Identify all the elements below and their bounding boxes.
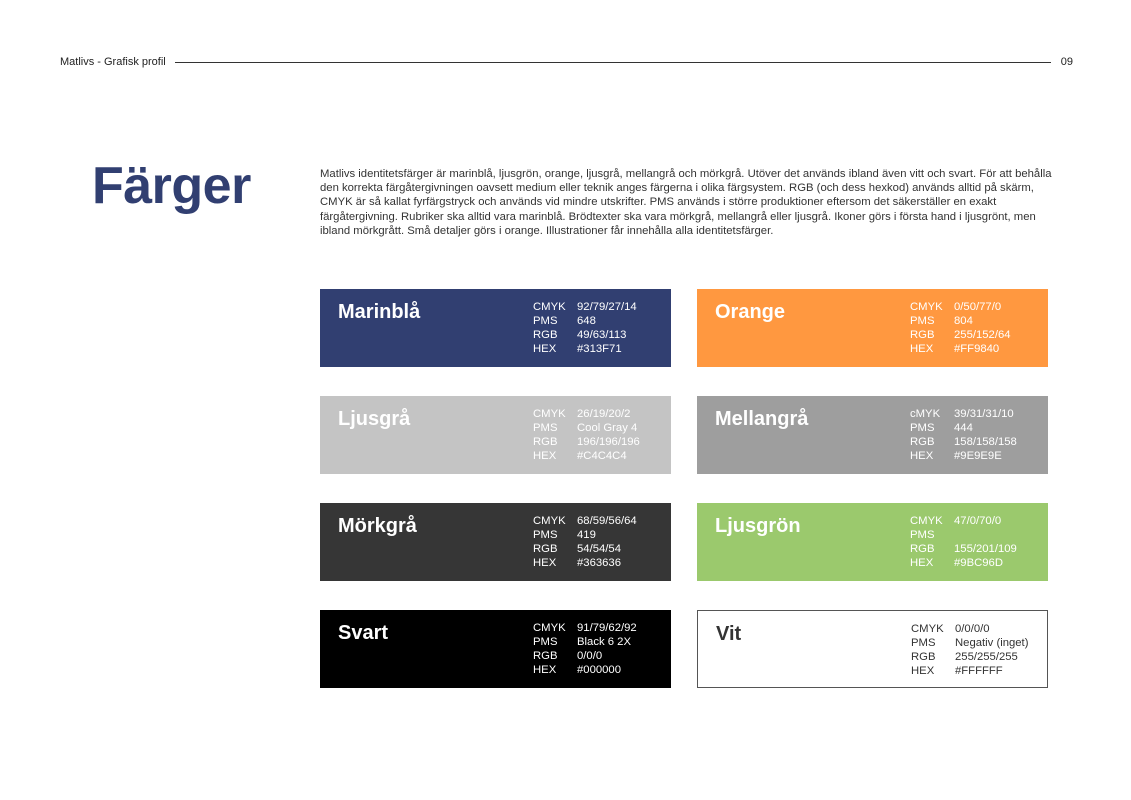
swatch-morkgra [320, 503, 671, 581]
intro-paragraph: Matlivs identitetsfärger är marinblå, ljusgrön, orange, ljusgrå, mellangrå och mörkgrå. Utöver det används ibland även vitt och svart. För att behålla den korrekta färgåtergivningen oavsett medium eller teknik anges färgerna i olika färgsystem. RGB (och dess hexkod) används alltid på skärm, CMYK är så kallat fyrfärgstryck och används vid mindre utskrifter. PMS används i större produktioner eftersom det säkerställer en exakt färgåtergivning. Rubriker ska alltid vara marinblå. Brödtexter ska vara mörkgrå, mellangrå eller ljusgrå. Ikoner görs i första hand i ljusgrönt, men ibland mörkgrått. Små detaljer görs i orange. Illustrationer får innehålla alla identitetsfärger. [320, 168, 1052, 237]
spec-hex: HEX #000000 [533, 664, 621, 677]
swatch-specs [533, 300, 637, 356]
swatch-specs [910, 407, 1017, 463]
page-header [60, 54, 1073, 70]
spec-cmyk: CMYK 26/19/20/2 [533, 408, 631, 420]
spec-pms: PMS Black 6 2X [533, 636, 632, 649]
spec-pms: PMS [910, 529, 935, 542]
swatch-mellangra [697, 396, 1048, 474]
spec-cmyk: CMYK 0/50/77/0 [910, 301, 1002, 313]
swatch-name: Svart [338, 622, 389, 644]
spec-pms: PMS Cool Gray 4 [533, 422, 638, 435]
page-heading: Färger [92, 157, 251, 215]
spec-rgb: RGB 196/196/196 [533, 436, 640, 449]
spec-cmyk: CMYK 91/79/62/92 [533, 622, 637, 634]
swatch-name: Ljusgrön [715, 515, 801, 537]
spec-hex: HEX #FF9840 [910, 343, 1000, 356]
spec-hex: HEX #313F71 [533, 343, 622, 356]
spec-pms: PMS 419 [533, 529, 596, 542]
swatch-name: Ljusgrå [338, 408, 411, 430]
spec-cmyk: CMYK 92/79/27/14 [533, 301, 637, 313]
swatch-name: Orange [715, 301, 786, 323]
swatch-svart [320, 610, 671, 688]
document-title: Matlivs - Grafisk profil [60, 56, 166, 68]
swatch-name: Mörkgrå [338, 515, 417, 537]
spec-rgb: RGB 255/152/64 [910, 329, 1011, 342]
swatch-specs [533, 514, 637, 570]
swatch-ljusgra [320, 396, 671, 474]
spec-pms: PMS 648 [533, 315, 596, 328]
swatch-specs [910, 514, 1017, 570]
swatch-specs [533, 621, 637, 677]
spec-cmyk: cMYK 39/31/31/10 [910, 408, 1014, 420]
spec-pms: PMS Negativ (inget) [911, 637, 1029, 650]
swatch-vit [697, 610, 1048, 688]
swatch-specs [533, 407, 640, 463]
swatch-name: Vit [716, 623, 742, 645]
spec-cmyk: CMYK 68/59/56/64 [533, 515, 637, 527]
swatch-name: Marinblå [338, 301, 421, 323]
swatch-name: Mellangrå [715, 408, 809, 430]
spec-rgb: RGB 255/255/255 [911, 651, 1018, 664]
spec-pms: PMS 804 [910, 315, 973, 328]
page-number: 09 [1060, 56, 1073, 68]
swatch-ljusgron [697, 503, 1048, 581]
swatch-specs [910, 300, 1011, 356]
spec-rgb: RGB 0/0/0 [533, 650, 603, 663]
spec-rgb: RGB 49/63/113 [533, 329, 627, 342]
spec-rgb: RGB 158/158/158 [910, 436, 1017, 449]
swatch-marinbla [320, 289, 671, 367]
spec-cmyk: CMYK 47/0/70/0 [910, 515, 1002, 527]
spec-rgb: RGB 155/201/109 [910, 543, 1017, 556]
header-rule [175, 62, 1051, 63]
spec-pms: PMS 444 [910, 422, 973, 435]
spec-hex: HEX #FFFFFF [911, 665, 1003, 678]
spec-hex: HEX #9E9E9E [910, 450, 1002, 463]
spec-hex: HEX #9BC96D [910, 557, 1003, 570]
spec-hex: HEX #C4C4C4 [533, 450, 627, 463]
swatch-specs [911, 622, 1028, 678]
spec-hex: HEX #363636 [533, 557, 621, 570]
spec-cmyk: CMYK 0/0/0/0 [911, 623, 990, 635]
spec-rgb: RGB 54/54/54 [533, 543, 621, 556]
swatch-orange [697, 289, 1048, 367]
